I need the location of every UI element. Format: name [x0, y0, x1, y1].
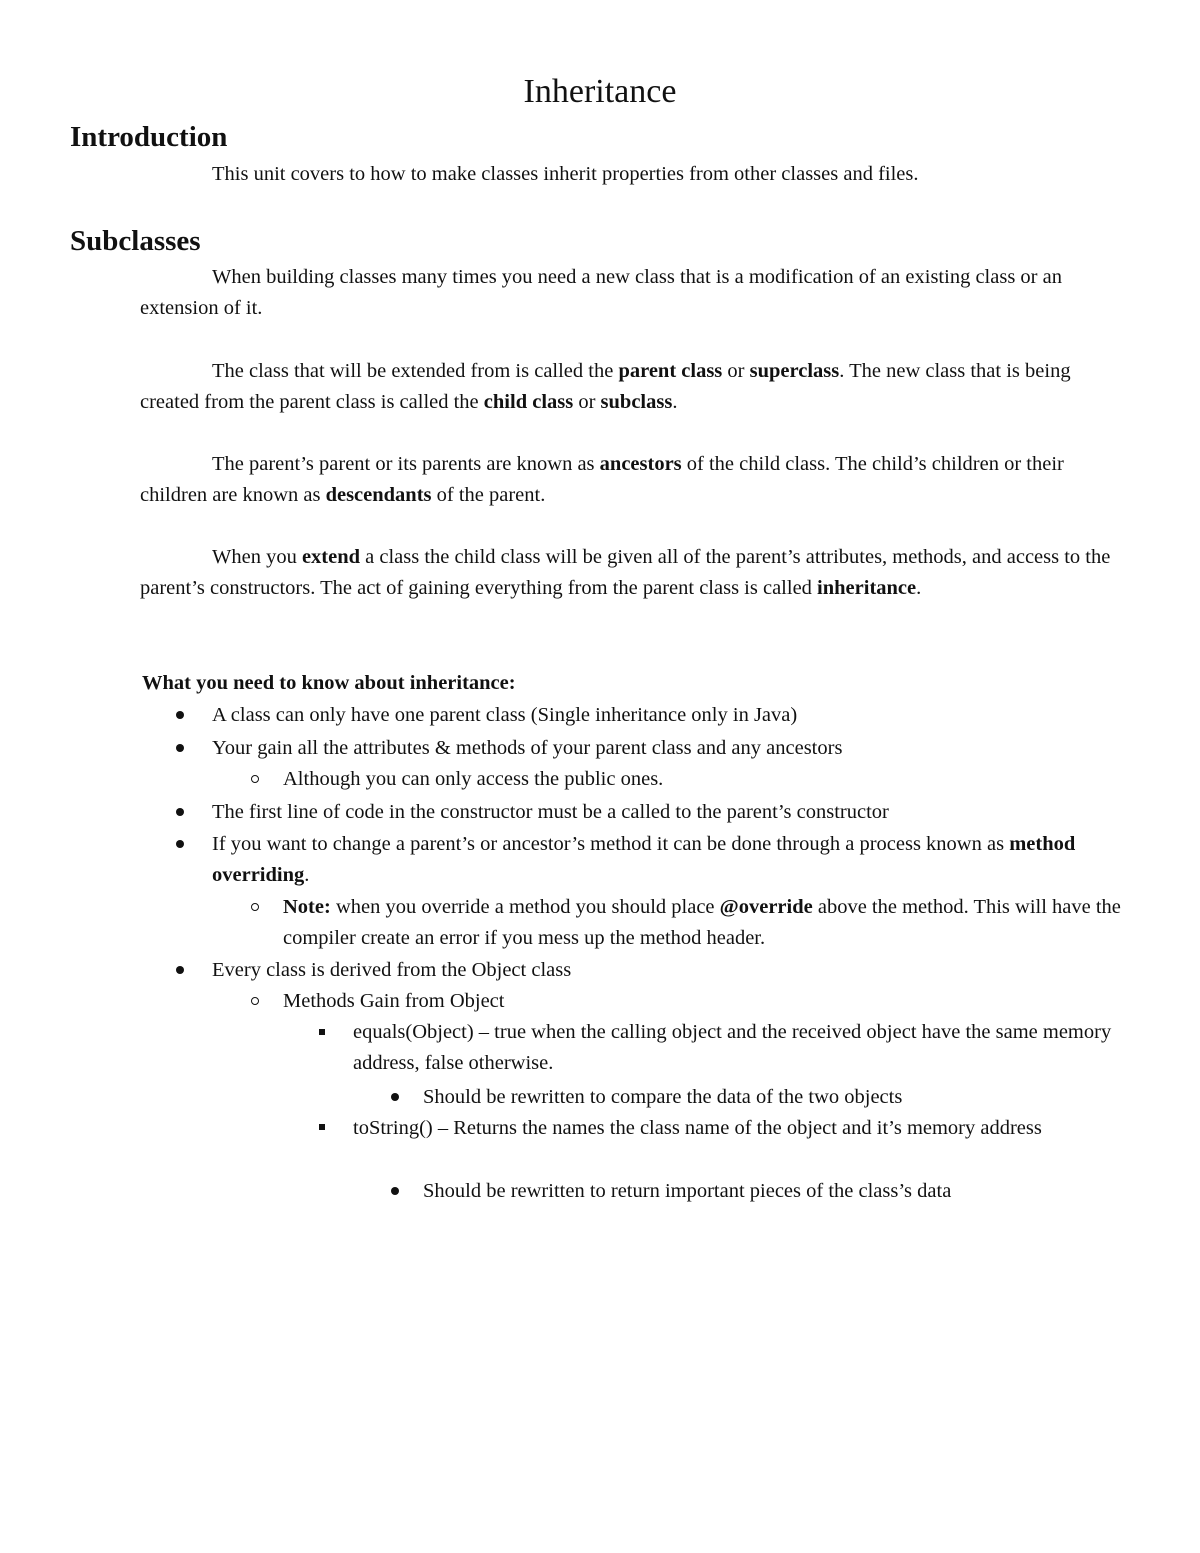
subclasses-paragraph-3: The parent’s parent or its parents are known as ancestors of the child class. The child’s children or their children are known as descendants of the parent. [140, 453, 1064, 506]
bullet-icon [391, 1093, 399, 1101]
square-bullet-icon [319, 1029, 325, 1035]
list-item: Every class is derived from the Object class [212, 959, 572, 981]
term-override-annotation: @override [719, 896, 813, 918]
bullet-icon [176, 966, 184, 974]
square-bullet-icon [319, 1124, 325, 1130]
list-item: Should be rewritten to compare the data of the two objects [423, 1086, 903, 1108]
page-title: Inheritance [523, 73, 677, 110]
term-parent-class: parent class [618, 360, 723, 382]
term-extend: extend [301, 546, 361, 568]
list-item: If you want to change a parent’s or ancestor’s method it can be done through a process known as method overriding. [212, 833, 1076, 886]
term-ancestors: ancestors [599, 453, 682, 475]
list-item: Your gain all the attributes & methods of your parent class and any ancestors [212, 737, 843, 759]
note-label: Note: [283, 896, 331, 918]
subclasses-paragraph-4: When you extend a class the child class will be given all of the parent’s attributes, methods, and access to the parent’s constructors. The act of gaining everything from the parent class is called inheritance. [140, 546, 1111, 599]
circle-bullet-icon [251, 903, 259, 911]
list-item: equals(Object) – true when the calling object and the received object have the same memory address, false otherwise. [353, 1021, 1112, 1074]
term-superclass: superclass [749, 360, 840, 382]
introduction-heading: Introduction [70, 121, 228, 153]
list-item: Note: when you override a method you should place @override above the method. This will have the compiler create an error if you mess up the method header. [283, 896, 1121, 949]
know-heading: What you need to know about inheritance: [142, 672, 516, 694]
list-item: A class can only have one parent class (Single inheritance only in Java) [212, 704, 798, 726]
subclasses-paragraph-2: The class that will be extended from is called the parent class or superclass. The new class that is being created from the parent class is called the child class or subclass. [140, 360, 1071, 413]
bullet-icon [176, 711, 184, 719]
term-descendants: descendants [325, 484, 432, 506]
bullet-icon [176, 808, 184, 816]
subclasses-heading: Subclasses [70, 225, 201, 257]
introduction-text: This unit covers to how to make classes inherit properties from other classes and files. [212, 163, 919, 185]
subclasses-paragraph-1: When building classes many times you need a new class that is a modification of an existing class or an extension of it. [140, 266, 1062, 319]
list-item: Should be rewritten to return important pieces of the class’s data [423, 1180, 952, 1202]
list-item: toString() – Returns the names the class name of the object and it’s memory address [353, 1117, 1042, 1139]
bullet-icon [391, 1187, 399, 1195]
term-method-overriding: method overriding [212, 833, 1076, 886]
list-item: The first line of code in the constructor must be a called to the parent’s constructor [212, 801, 889, 823]
list-item: Methods Gain from Object [283, 990, 505, 1012]
circle-bullet-icon [251, 775, 259, 783]
term-inheritance: inheritance [817, 577, 917, 599]
circle-bullet-icon [251, 997, 259, 1005]
bullet-icon [176, 840, 184, 848]
term-subclass: subclass [600, 391, 673, 413]
term-child-class: child class [483, 391, 574, 413]
list-item: Although you can only access the public ones. [283, 768, 664, 790]
bullet-icon [176, 744, 184, 752]
